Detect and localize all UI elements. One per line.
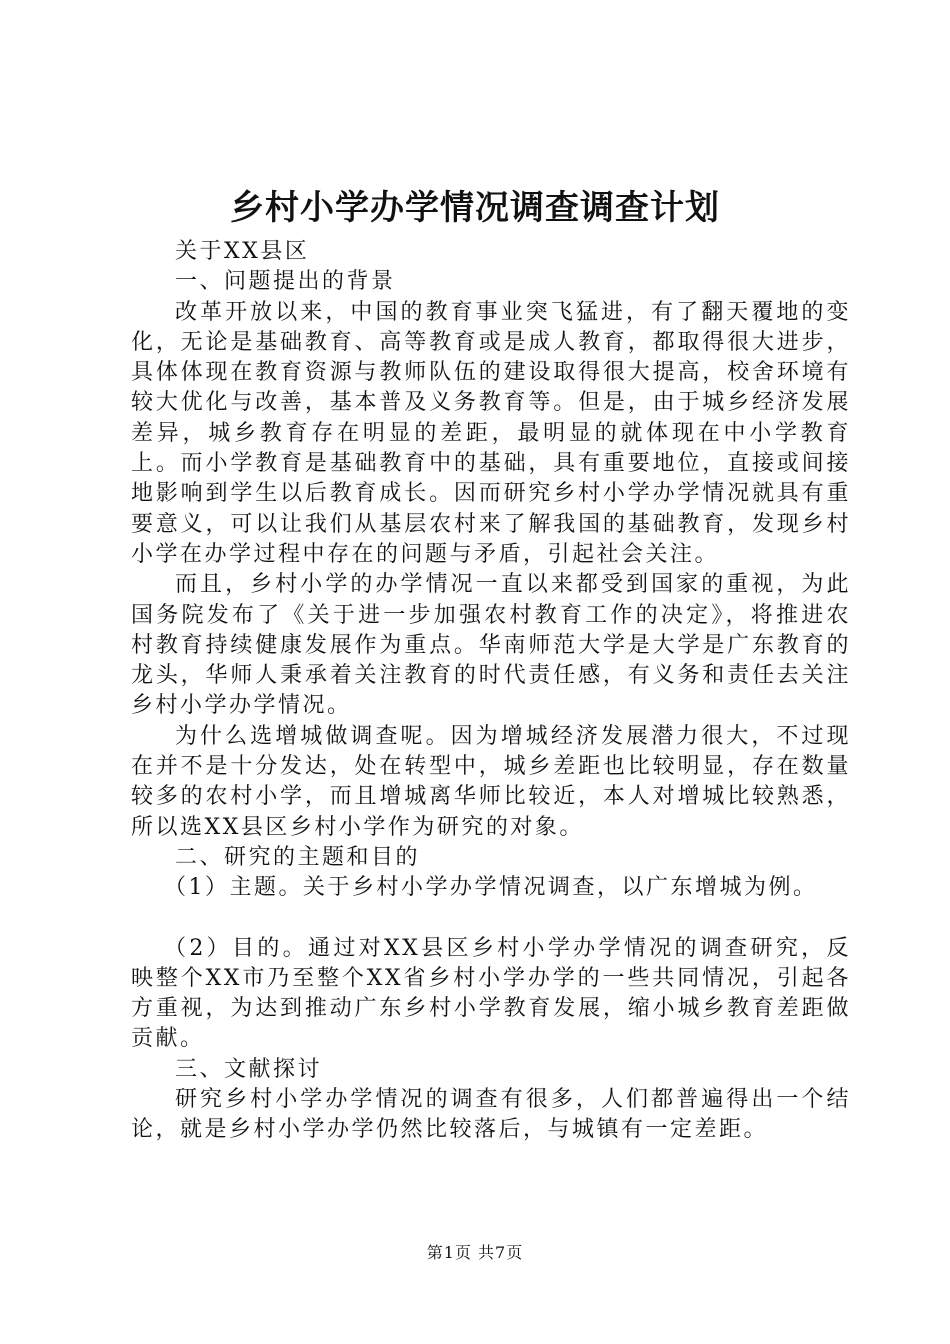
section-heading-literature: 三、文献探讨 bbox=[175, 1056, 323, 1082]
paragraph-theme: （1）主题。关于乡村小学办学情况调查，以广东增城为例。 bbox=[164, 875, 818, 901]
paragraph-purpose: （2）目的。通过对XX县区乡村小学办学情况的调查研究，反映整个XX市乃至整个XX省乡村小学办学的一些共同情况，引起各方重视，为达到推动广东乡村小学教育发展，缩小城乡教育差距做贡献。 bbox=[131, 935, 851, 1052]
paragraph-intro: 关于XX县区 bbox=[175, 239, 310, 264]
paragraph-background-2: 而且，乡村小学的办学情况一直以来都受到国家的重视，为此国务院发布了《关于进一步加强农村教育工作的决定》，将推进农村教育持续健康发展作为重点。华南师范大学是大学是广东教育的龙头，华师人秉承着关注教育的时代责任感，有义务和责任去关注乡村小学办学情况。 bbox=[131, 572, 851, 719]
page-footer: 第1页 共7页 bbox=[426, 1243, 524, 1262]
paragraph-literature: 研究乡村小学办学情况的调查有很多，人们都普遍得出一个结论，就是乡村小学办学仍然比较落后，与城镇有一定差距。 bbox=[131, 1087, 851, 1143]
section-heading-background: 一、问题提出的背景 bbox=[175, 269, 396, 295]
paragraph-background-3: 为什么选增城做调查呢。因为增城经济发展潜力很大，不过现在并不是十分发达，处在转型中，城乡差距也比较明显，存在数量较多的农村小学，而且增城离华师比较近，本人对增城比较熟悉，所以选XX县区乡村小学作为研究的对象。 bbox=[131, 723, 851, 840]
document-body bbox=[131, 237, 851, 1146]
section-heading-theme: 二、研究的主题和目的 bbox=[175, 844, 421, 870]
document-title: 乡村小学办学情况调查调查计划 bbox=[230, 188, 720, 228]
paragraph-background-1: 改革开放以来，中国的教育事业突飞猛进，有了翻天覆地的变化，无论是基础教育、高等教育或是成人教育，都取得很大进步，具体体现在教育资源与教师队伍的建设取得很大提高，校舍环境有较大优化与改善，基本普及义务教育等。但是，由于城乡经济发展差异，城乡教育存在明显的差距，最明显的就体现在中小学教育上。而小学教育是基础教育中的基础，具有重要地位，直接或间接地影响到学生以后教育成长。因而研究乡村小学办学情况就具有重要意义，可以让我们从基层农村来了解我国的基础教育，发现乡村小学在办学过程中存在的问题与矛盾，引起社会关注。 bbox=[131, 299, 851, 567]
